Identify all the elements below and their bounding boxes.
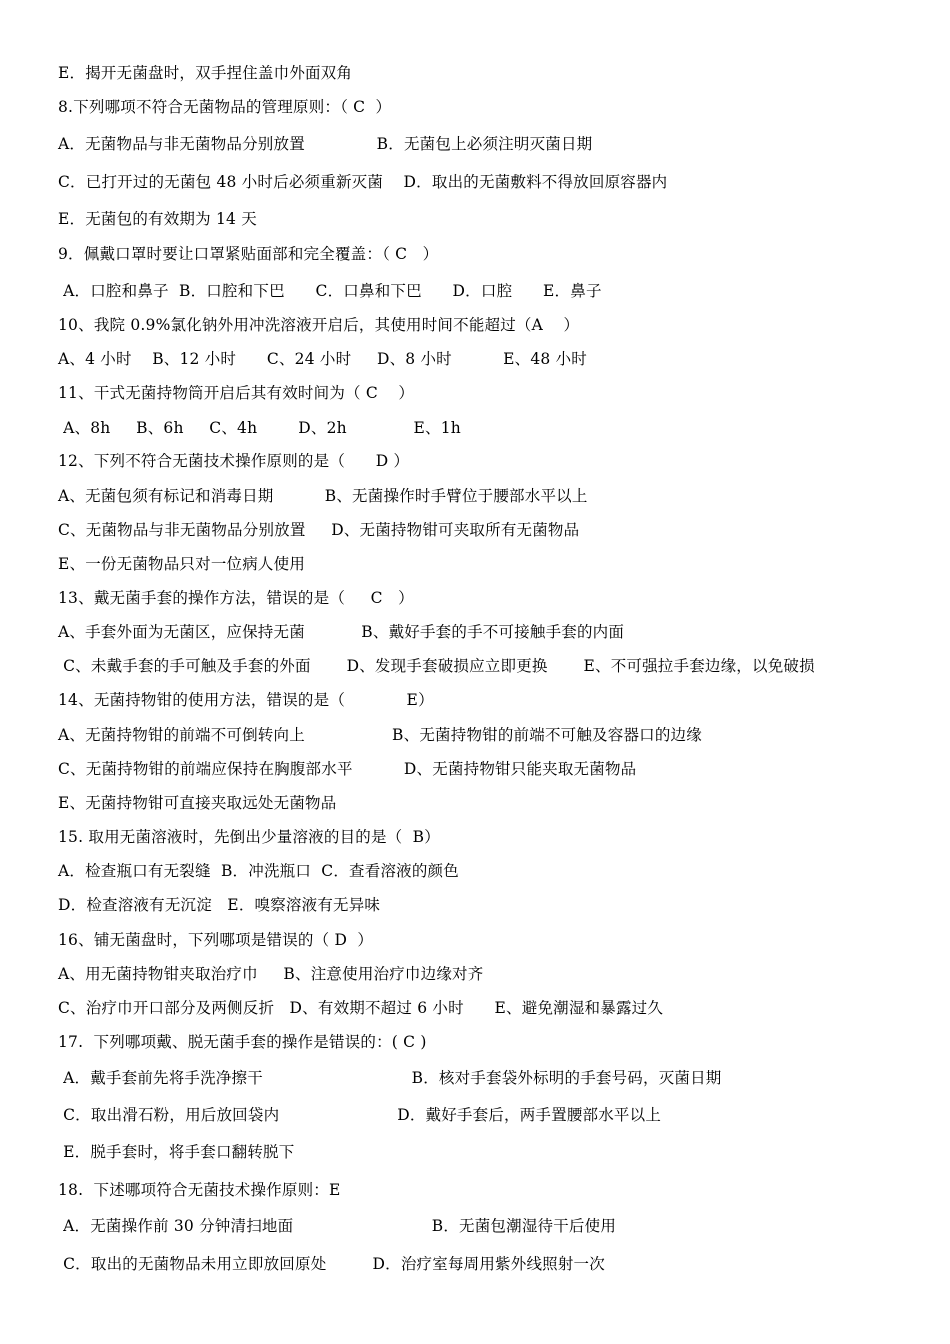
option-line: C、无菌物品与非无菌物品分别放置 D、无菌持物钳可夹取所有无菌物品	[58, 521, 580, 539]
option-line: A、用无菌持物钳夹取治疗巾 B、注意使用治疗巾边缘对齐	[58, 965, 484, 983]
question-line: 13、戴无菌手套的操作方法，错误的是（ C ）	[58, 589, 414, 607]
option-line: C．取出的无菌物品未用立即放回原处 D．治疗室每周用紫外线照射一次	[58, 1255, 605, 1273]
option-line: A、4 小时 B、12 小时 C、24 小时 D、8 小时 E、48 小时	[58, 350, 587, 368]
question-line: 8.下列哪项不符合无菌物品的管理原则：（ C ）	[58, 98, 392, 116]
option-line: E、无菌持物钳可直接夹取远处无菌物品	[58, 794, 337, 812]
option-line: A、无菌持物钳的前端不可倒转向上 B、无菌持物钳的前端不可触及容器口的边缘	[58, 726, 702, 744]
option-line: A、无菌包须有标记和消毒日期 B、无菌操作时手臂位于腰部水平以上	[58, 487, 588, 505]
option-line: E．揭开无菌盘时，双手捏住盖巾外面双角	[58, 64, 353, 82]
option-line: A．无菌操作前 30 分钟清扫地面 B．无菌包潮湿待干后使用	[58, 1217, 617, 1235]
option-line: E、一份无菌物品只对一位病人使用	[58, 555, 306, 573]
option-line: A、8h B、6h C、4h D、2h E、1h	[58, 419, 461, 437]
option-line: A．口腔和鼻子 B．口腔和下巴 C．口鼻和下巴 D．口腔 E．鼻子	[58, 282, 602, 300]
option-line: C、无菌持物钳的前端应保持在胸腹部水平 D、无菌持物钳只能夹取无菌物品	[58, 760, 637, 778]
option-line: D．检查溶液有无沉淀 E．嗅察溶液有无异味	[58, 896, 381, 914]
option-line: A．无菌物品与非无菌物品分别放置 B．无菌包上必须注明灭菌日期	[58, 135, 593, 153]
question-line: 10、我院 0.9%氯化钠外用冲洗溶液开启后，其使用时间不能超过（A ）	[58, 316, 580, 334]
question-line: 11、干式无菌持物筒开启后其有效时间为（ C ）	[58, 384, 415, 402]
question-line: 14、无菌持物钳的使用方法，错误的是（ E）	[58, 691, 434, 709]
question-line: 18. 下述哪项符合无菌技术操作原则：E	[58, 1181, 341, 1199]
option-line: C．已打开过的无菌包 48 小时后必须重新灭菌 D．取出的无菌敷料不得放回原容器内	[58, 173, 668, 191]
option-line: A．戴手套前先将手洗净擦干 B．核对手套袋外标明的手套号码，灭菌日期	[58, 1069, 722, 1087]
question-line: 16、铺无菌盘时，下列哪项是错误的（ D ）	[58, 931, 374, 949]
option-line: C．取出滑石粉，用后放回袋内 D．戴好手套后，两手置腰部水平以上	[58, 1106, 662, 1124]
question-line: 15. 取用无菌溶液时，先倒出少量溶液的目的是（ B）	[58, 828, 440, 846]
option-line: C、未戴手套的手可触及手套的外面 D、发现手套破损应立即更换 E、不可强拉手套边缘，以免破损	[58, 657, 815, 675]
question-line: 12、下列不符合无菌技术操作原则的是（ D ）	[58, 452, 410, 470]
question-line: 17. 下列哪项戴、脱无菌手套的操作是错误的：( C )	[58, 1033, 427, 1051]
option-line: A．检查瓶口有无裂缝 B．冲洗瓶口 C．查看溶液的颜色	[58, 862, 459, 880]
question-line: 9．佩戴口罩时要让口罩紧贴面部和完全覆盖：（ C ）	[58, 245, 439, 263]
option-line: E．脱手套时，将手套口翻转脱下	[58, 1143, 295, 1161]
option-line: E．无菌包的有效期为 14 天	[58, 210, 257, 228]
option-line: C、治疗巾开口部分及两侧反折 D、有效期不超过 6 小时 E、避免潮湿和暴露过久	[58, 999, 664, 1017]
option-line: A、手套外面为无菌区，应保持无菌 B、戴好手套的手不可接触手套的内面	[58, 623, 625, 641]
